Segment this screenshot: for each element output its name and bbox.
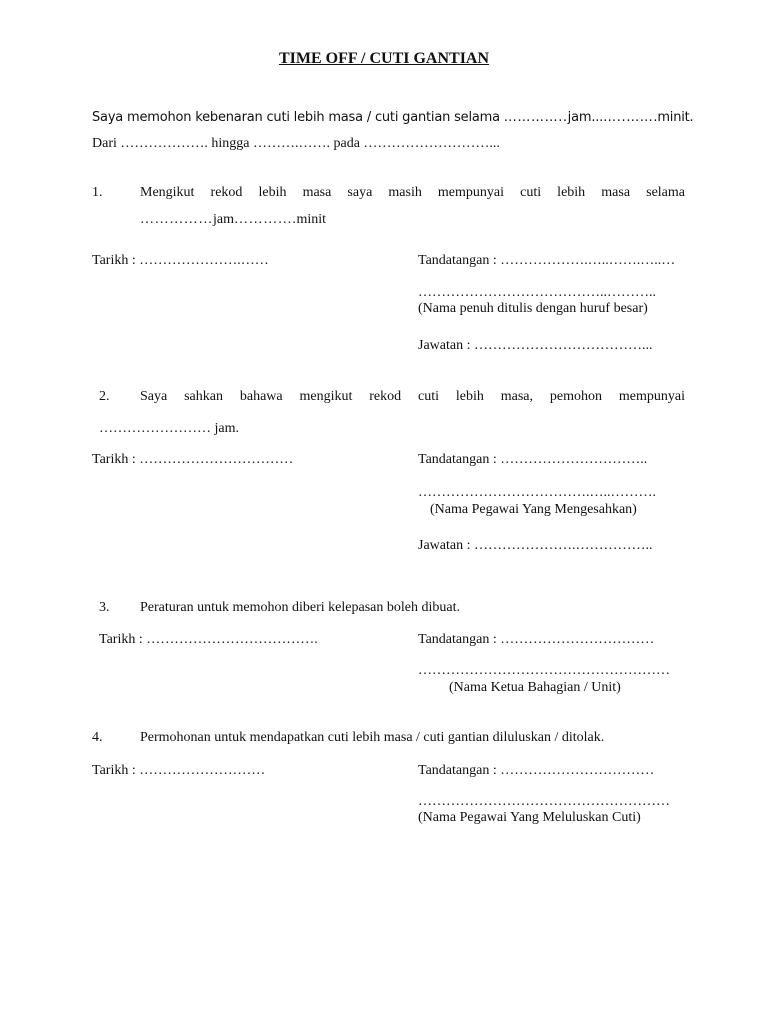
section-4-tarikh-field[interactable]: Tarikh : ……………………… [92,763,266,778]
intro-line-2[interactable]: Dari ………………. hingga ……….……. pada ………………………... [92,136,500,151]
section-3-tarikh-field[interactable]: Tarikh : ………………………………. [99,632,318,647]
section-1-name-label: (Nama penuh ditulis dengan huruf besar) [418,301,648,316]
section-2-tandatangan-field[interactable]: Tandatangan : ………………………….. [418,452,648,467]
section-2-name-line[interactable]: ……………………………….…..………. [418,485,656,500]
section-4-name-line[interactable]: ……………………………………………… [418,794,670,809]
section-1-hours-label: jam [213,212,234,227]
duration-hours-field[interactable]: ………….. [503,110,568,125]
section-3-tandatangan-field[interactable]: Tandatangan : …………………………… [418,632,655,647]
section-3-name-label: (Nama Ketua Bahagian / Unit) [449,680,621,695]
section-4-tandatangan-field[interactable]: Tandatangan : …………………………… [418,763,655,778]
section-2-name-label: (Nama Pegawai Yang Mengesahkan) [430,502,637,517]
section-4-name-label: (Nama Pegawai Yang Meluluskan Cuti) [418,810,641,825]
hours-label: jam... [567,110,604,125]
section-1-tandatangan-field[interactable]: Tandatangan : ……………….…..…….…..… [418,253,676,268]
section-2-text: Saya sahkan bahawa mengikut rekod cuti lebih masa, pemohon mempunyai [140,389,685,404]
section-3-text: Peraturan untuk memohon diberi kelepasan boleh dibuat. [140,600,460,615]
section-2-jawatan-field[interactable]: Jawatan : ………………….…………….. [418,538,653,553]
intro-line-1 [92,110,693,125]
section-4-text: Permohonan untuk mendapatkan cuti lebih masa / cuti gantian diluluskan / ditolak. [140,730,605,745]
section-2-hours-field[interactable]: …………………… jam. [99,421,239,436]
section-3-number: 3. [99,600,110,615]
section-1-tarikh-field[interactable]: Tarikh : ………………….…… [92,253,269,268]
section-1-minutes-label: minit [296,212,327,227]
section-1-number: 1. [92,185,103,200]
section-1-minutes-field[interactable]: …………. [234,212,297,227]
section-1-hours-field[interactable]: …………… [140,212,213,227]
minutes-label: .minit. [653,110,694,125]
section-4-number: 4. [92,730,103,745]
section-2-number: 2. [99,389,110,404]
section-1-text: Mengikut rekod lebih masa saya masih mempunyai cuti lebih masa selama [140,185,685,200]
page-title: TIME OFF / CUTI GANTIAN [278,50,490,67]
section-1-jawatan-field[interactable]: Jawatan : ………………………………... [418,338,653,353]
intro-text: Saya memohon kebenaran cuti lebih masa / cuti gantian selama [92,110,504,125]
section-1-balance-line [140,212,326,228]
section-2-tarikh-field[interactable]: Tarikh : …………………………… [92,452,294,467]
section-3-name-line[interactable]: ……………………………………………… [418,663,670,678]
section-1-name-line[interactable]: …………………………………..……….. [418,285,656,300]
duration-minutes-field[interactable]: …..…… [603,110,654,125]
